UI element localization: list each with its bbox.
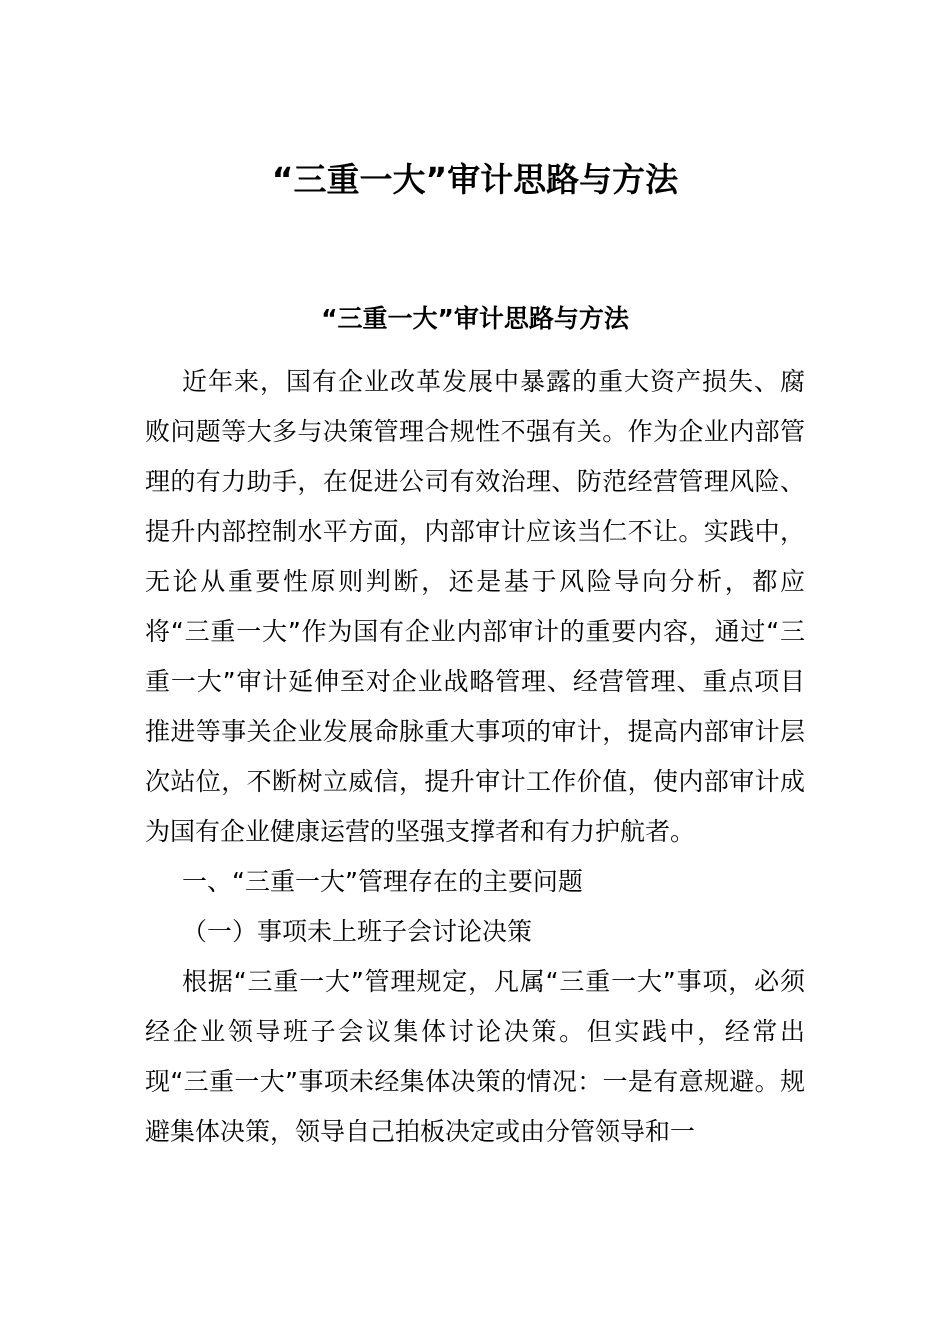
document-title: “三重一大”审计思路与方法: [271, 160, 679, 199]
paragraph-intro: 近年来，国有企业改革发展中暴露的重大资产损失、腐败问题等大多与决策管理合规性不强有关。作为企业内部管理的有力助手，在促进公司有效治理、防范经营管理风险、提升内部控制水平方面，内部审计应该当仁不让。实践中，无论从重要性原则判断，还是基于风险导向分析，都应将“三重一大”作为国有企业内部审计的重要内容，通过“三重一大”审计延伸至对企业战略管理、经营管理、重点项目推进等事关企业发展命脉重大事项的审计，提高内部审计层次站位，不断树立威信，提升审计工作价值，使内部审计成为国有企业健康运营的坚强支撑者和有力护航者。: [145, 367, 805, 846]
document-subtitle: “三重一大”审计思路与方法: [321, 304, 629, 333]
paragraph-section-1: 根据“三重一大”管理规定，凡属“三重一大”事项，必须经企业领导班子会议集体讨论决策。但实践中，经常出现“三重一大”事项未经集体决策的情况：一是有意规避。规避集体决策，领导自己拍板决定或由分管领导和一: [145, 967, 805, 1146]
section-heading-1: 一、“三重一大”管理存在的主要问题: [182, 867, 583, 896]
document-body: [145, 357, 805, 1157]
subsection-heading-1: （一）事项未上班子会讨论决策: [182, 917, 533, 946]
